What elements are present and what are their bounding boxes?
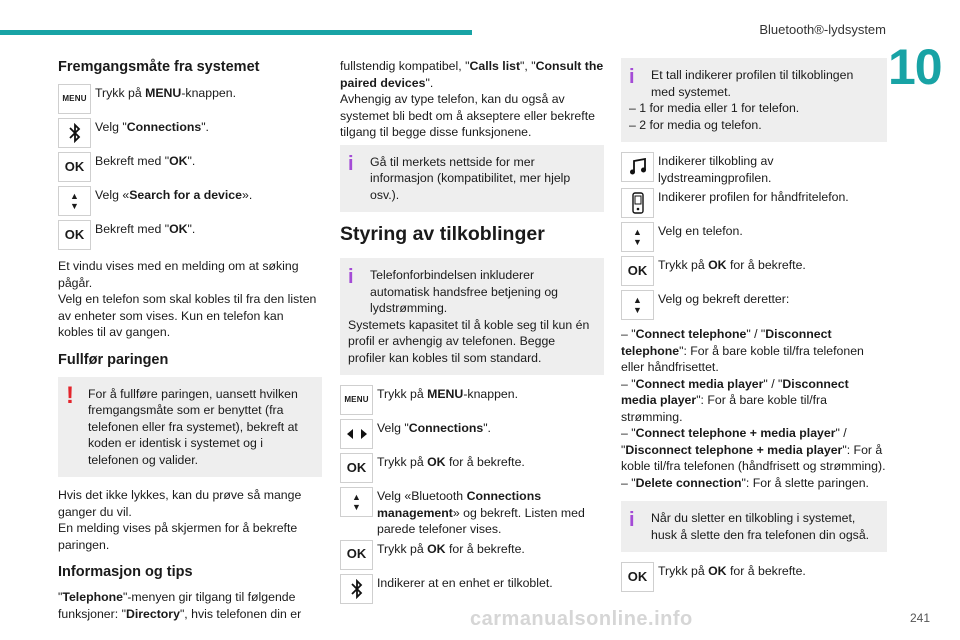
step-connections-management: ▲ ▼ Velg «Bluetooth Connections management» og bekreft. Listen med parede telefoner vises. <box>340 487 604 538</box>
option-connect-media-player: – "Connect media player" / "Disconnect media player": For å bare koble til/fra strømming. <box>621 376 849 424</box>
step-press-menu: MENU Trykk på MENU-knappen. <box>340 385 604 417</box>
info-box-delete: i Når du sletter en tilkobling i systemet, husk å slette den fra telefonen din også. <box>621 501 887 552</box>
info-icon: i <box>348 152 354 175</box>
paragraph-search-window: Et vindu vises med en melding om at søking pågår. Velg en telefon som skal kobles til fra den listen av enheter som vises. Kun en telefon kan kobles til av gangen. <box>58 259 317 339</box>
option-connect-telephone-media: – "Connect telephone + media player" / "Disconnect telephone + media player": For å koble til/fra telefonen (håndfrisett og strømming). <box>621 426 886 473</box>
ok-button-icon: OK <box>621 562 654 592</box>
left-right-arrows-icon <box>340 419 373 449</box>
info-icon: i <box>629 66 635 88</box>
step-search-device: ▲ ▼ Velg «Search for a device». <box>58 186 322 218</box>
music-note-icon <box>621 152 654 182</box>
watermark: carmanualsonline.info <box>470 608 693 630</box>
step-select-and-confirm: ▲ ▼ Velg og bekreft deretter: <box>621 290 887 322</box>
paragraph-retry: Hvis det ikke lykkes, kan du prøve så mange ganger du vil. En melding vises på skjermen for å bekrefte paringen. <box>58 488 302 552</box>
step-select-phone: ▲ ▼ Velg en telefon. <box>621 222 887 254</box>
ok-button-icon: OK <box>340 453 373 483</box>
heading-info-tips: Informasjon og tips <box>58 564 193 580</box>
step-confirm-ok-2: OK Bekreft med "OK". <box>58 220 322 252</box>
option-connect-telephone: – "Connect telephone" / "Disconnect telephone": For å bare koble til/fra telefonen eller håndfrisettet. <box>621 327 864 374</box>
info-icon: i <box>629 509 635 531</box>
header-accent-bar <box>0 30 472 35</box>
info-box-connection: i Telefonforbindelsen inkluderer automatisk handsfree betjening og lydstrømming. Systemets kapasitet til å koble seg til kun én profil er avhengig av telefonen. Begge profiler kan kobles til som standard. <box>340 258 604 375</box>
paragraph-phone-type: Avhengig av type telefon, kan du også av systemet bli bedt om å akseptere eller bekrefte tilgang til begge disse funksjonene. <box>340 92 595 139</box>
step-select-connections: Velg "Connections". <box>58 118 322 150</box>
step-audio-streaming: Indikerer tilkobling av lydstreamingprofilen. <box>621 152 887 186</box>
warning-box: ! For å fullføre paringen, uansett hvilken fremgangsmåte som er benyttet (fra telefonen eller fra systemet), bekreft at koden er identisk i systemet og i telefonen og valider. <box>58 377 322 478</box>
page-number: 241 <box>909 611 930 625</box>
step-select-connections: Velg "Connections". <box>340 419 604 451</box>
paragraph-telephone-menu: "Telephone"-menyen gir tilgang til følgende funksjoner: "Directory", hvis telefonen din er <box>58 590 302 621</box>
heading-complete-pairing: Fullfør paringen <box>58 351 169 368</box>
step-confirm-ok-final: OK Trykk på OK for å bekrefte. <box>621 562 887 594</box>
ok-button-icon: OK <box>621 256 654 286</box>
bluetooth-icon <box>340 574 373 604</box>
heading-procedure-from-system: Fremgangsmåte fra systemet <box>58 59 260 75</box>
column-3 <box>621 58 887 596</box>
up-down-arrows-icon: ▲ ▼ <box>58 186 91 216</box>
up-down-arrows-icon: ▲ ▼ <box>621 222 654 252</box>
ok-button-icon: OK <box>340 540 373 570</box>
option-list <box>621 326 887 491</box>
step-press-menu: MENU Trykk på MENU-knappen. <box>58 84 322 116</box>
up-down-arrows-icon: ▲ ▼ <box>340 487 373 517</box>
step-confirm-ok: OK Trykk på OK for å bekrefte. <box>340 453 604 485</box>
step-confirm-ok-2: OK Trykk på OK for å bekrefte. <box>340 540 604 572</box>
menu-button-icon: MENU <box>58 84 91 114</box>
up-down-arrows-icon: ▲ ▼ <box>621 290 654 320</box>
menu-button-icon: MENU <box>340 385 373 415</box>
paragraph-telephone-menu-cont: fullstendig kompatibel, "Calls list", "Consult the paired devices". <box>340 59 604 90</box>
column-2 <box>340 58 604 608</box>
option-delete-connection: – "Delete connection": For å slette paringen. <box>621 475 869 490</box>
ok-button-icon: OK <box>58 220 91 250</box>
step-confirm-ok: OK Trykk på OK for å bekrefte. <box>621 256 887 288</box>
step-device-connected: Indikerer at en enhet er tilkoblet. <box>340 574 604 606</box>
info-icon: i <box>348 266 354 288</box>
warning-icon: ! <box>66 381 74 409</box>
column-1 <box>58 58 322 622</box>
step-confirm-ok: OK Bekreft med "OK". <box>58 152 322 184</box>
ok-button-icon: OK <box>58 152 91 182</box>
heading-manage-connections: Styring av tilkoblinger <box>340 223 545 245</box>
step-handsfree-profile: Indikerer profilen for håndfritelefon. <box>621 188 887 220</box>
chapter-number: 10 <box>888 39 942 95</box>
section-title: Bluetooth®-lydsystem <box>759 22 886 37</box>
bluetooth-icon <box>58 118 91 148</box>
info-box-website: i Gå til merkets nettside for mer informasjon (kompatibilitet, mer hjelp osv.). <box>340 145 604 213</box>
info-box-profile-number: i Et tall indikerer profilen til tilkoblingen med systemet. – 1 for media eller 1 for telefon. – 2 for media og telefon. <box>621 58 887 142</box>
phone-icon <box>621 188 654 218</box>
